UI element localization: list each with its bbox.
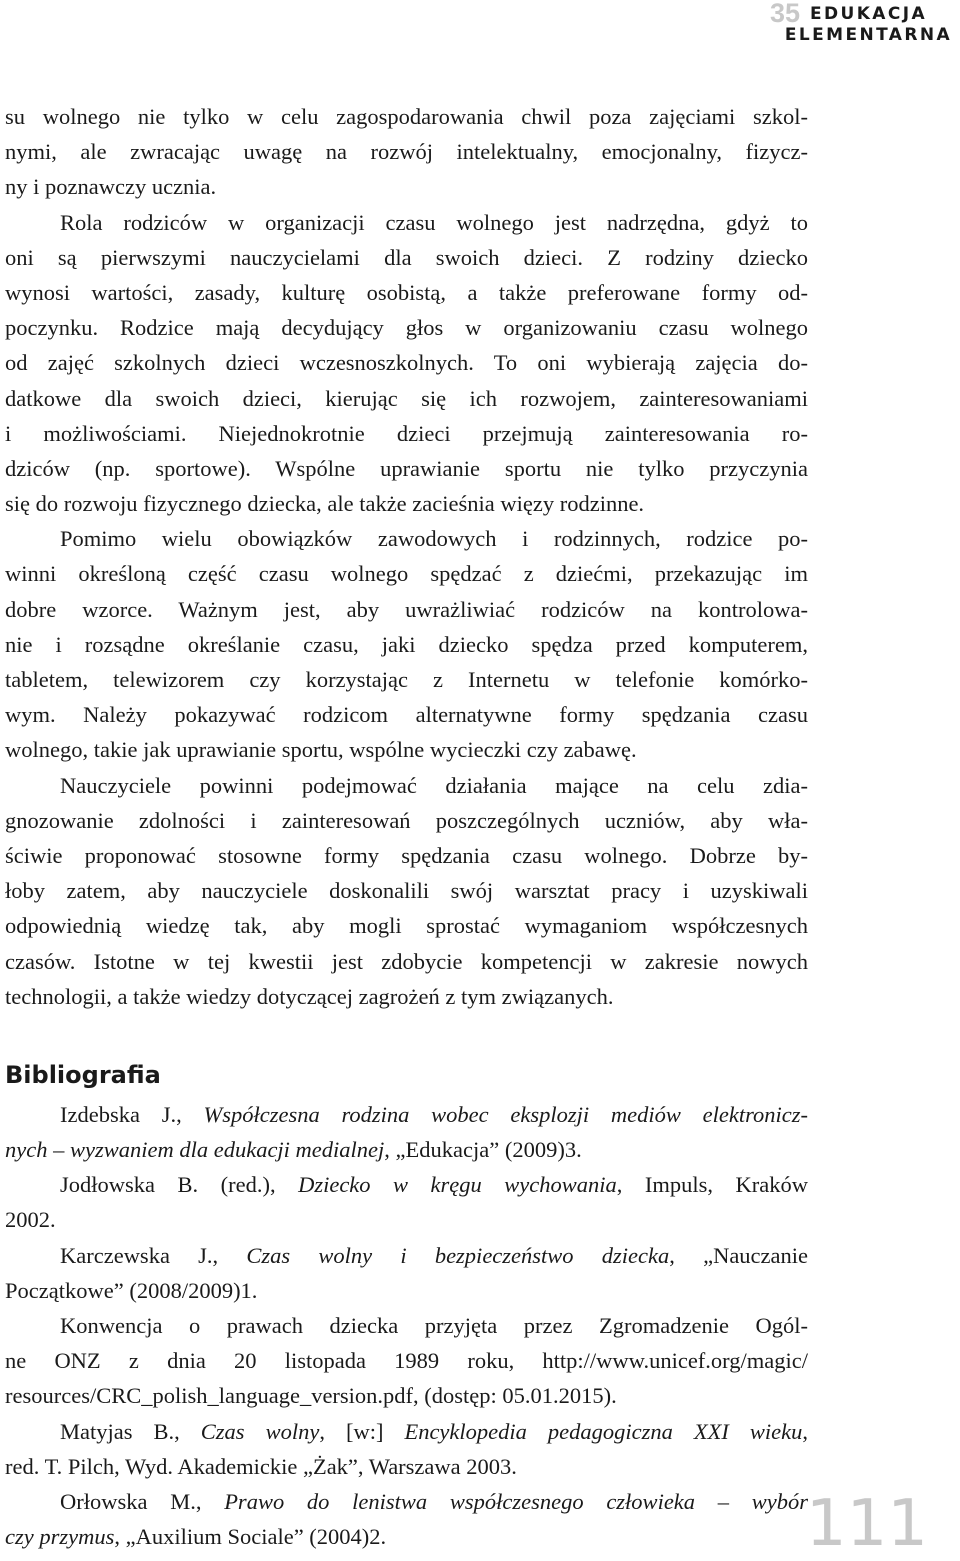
body-line: winni określoną część czasu wolnego spędzać z dziećmi, przekazując im xyxy=(5,561,808,587)
body-line: wynosi wartości, zasady, kulturę osobistą, a także preferowane formy od- xyxy=(5,279,808,305)
bibliography-title: Współczesna rodzina wobec eksplozji mediów elektronicz- xyxy=(203,1101,809,1127)
body-line: dziców (np. sportowe). Wspólne uprawianie sportu nie tylko przyczynia xyxy=(5,455,808,481)
body-line: nie i rozsądne określanie czasu, jaki dziecko spędza przed komputerem, xyxy=(5,631,808,657)
bibliography-text: Jodłowska B. (red.), xyxy=(60,1172,299,1198)
bibliography-text: red. T. Pilch, Wyd. Akademickie „Żak”, Warszawa 2003. xyxy=(5,1453,517,1479)
bibliography-line xyxy=(5,1132,808,1167)
body-line: gnozowanie zdolności i zainteresowań poszczególnych uczniów, aby wła- xyxy=(5,807,808,833)
bibliography-line xyxy=(5,1202,808,1237)
bibliography-line xyxy=(5,1097,808,1132)
issue-number: 35 xyxy=(770,0,801,28)
bibliography-line xyxy=(5,1238,808,1273)
body-line: poczynku. Rodzice mają decydujący głos w organizowaniu czasu wolnego xyxy=(5,315,808,341)
bibliography-line xyxy=(5,1343,808,1378)
body-line: Rola rodziców w organizacji czasu wolnego jest nadrzędna, gdyż to xyxy=(60,209,808,235)
bibliography-text: , [w:] xyxy=(319,1418,405,1444)
body-line: wolnego, takie jak uprawianie sportu, wspólne wycieczki czy zabawę. xyxy=(5,737,637,763)
body-line: tabletem, telewizorem czy korzystając z Internetu w telefonie komórko- xyxy=(5,667,808,692)
bibliography-heading: Bibliografia xyxy=(5,1060,161,1089)
body-line: ny i poznawczy ucznia. xyxy=(5,174,217,200)
bibliography-title: Dziecko w kręgu wychowania xyxy=(298,1172,617,1198)
bibliography-line xyxy=(5,1167,808,1202)
bibliography-text: , „Nauczanie xyxy=(669,1242,808,1268)
bibliography-title: Encyklopedia pedagogiczna XXI wieku xyxy=(404,1418,803,1444)
body-line: i możliwościami. Niejednokrotnie dzieci przejmują zainteresowania ro- xyxy=(5,420,808,446)
bibliography-text: , xyxy=(802,1418,808,1444)
bibliography-text: Początkowe” (2008/2009)1. xyxy=(5,1277,258,1303)
bibliography-text: resources/CRC_polish_language_version.pdf, (dostęp: 05.01.2015). xyxy=(5,1383,617,1409)
body-line: od zajęć szkolnych dzieci wczesnoszkolnych. To oni wybierają zajęcia do- xyxy=(5,350,808,376)
article-content xyxy=(5,99,808,1554)
body-line: oni są pierwszymi nauczycielami dla swoich dzieci. Z rodziny dziecko xyxy=(5,244,808,270)
body-line: się do rozwoju fizycznego dziecka, ale także zacieśnia więzy rodzinne. xyxy=(5,491,645,517)
bibliography-line xyxy=(5,1414,808,1449)
bibliography-text: Karczewska J., xyxy=(60,1242,247,1268)
journal-title-line-1: EDUKACJA xyxy=(810,4,928,24)
bibliography-title: Czas wolny xyxy=(200,1418,320,1444)
bibliography-text: Konwencja o prawach dziecka przyjęta przez Zgromadzenie Ogól- xyxy=(60,1313,808,1338)
body-line: wym. Należy pokazywać rodzicom alternatywne formy spędzania czasu xyxy=(5,702,808,728)
bibliography-text: ne ONZ z dnia 20 listopada 1989 roku, http://www.unicef.org/magic/ xyxy=(5,1348,808,1374)
journal-title-line-2: ELEMENTARNA xyxy=(784,25,952,45)
bibliography-line xyxy=(5,1519,808,1554)
body-line: Pomimo wielu obowiązków zawodowych i rodzinnych, rodzice po- xyxy=(60,526,808,552)
bibliography-text: , „Auxilium Sociale” (2004)2. xyxy=(114,1524,387,1550)
body-line: su wolnego nie tylko w celu zagospodarowania chwil poza zajęciami szkol- xyxy=(5,104,808,129)
bibliography-line xyxy=(5,1273,808,1308)
page-header xyxy=(770,0,960,52)
bibliography-text: Matyjas B., xyxy=(60,1418,201,1444)
bibliography-line xyxy=(5,1378,808,1413)
bibliography-text: , „Edukacja” (2009)3. xyxy=(384,1137,582,1163)
bibliography-text: 2002. xyxy=(5,1207,56,1233)
bibliography-title: Prawo do lenistwa współczesnego człowieka – wybór xyxy=(224,1488,808,1514)
bibliography-title: Czas wolny i bezpieczeństwo dziecka xyxy=(246,1242,670,1268)
body-line: odpowiednią wiedzę tak, aby mogli sprostać wymaganiom współczesnych xyxy=(5,913,808,939)
bibliography-list xyxy=(5,1097,808,1554)
body-line: Nauczyciele powinni podejmować działania mające na celu zdia- xyxy=(60,772,808,798)
bibliography-line xyxy=(5,1484,808,1519)
body-line: czasów. Istotne w tej kwestii jest zdobycie kompetencji w zakresie nowych xyxy=(5,948,808,974)
body-line: łoby zatem, aby nauczyciele doskonalili swój warsztat pracy i uzyskiwali xyxy=(5,878,808,904)
body-line: nymi, ale zwracając uwagę na rozwój intelektualny, emocjonalny, fizycz- xyxy=(5,139,808,165)
bibliography-line xyxy=(5,1308,808,1343)
bibliography-text: Orłowska M., xyxy=(60,1488,225,1514)
body-line: technologii, a także wiedzy dotyczącej zagrożeń z tym związanych. xyxy=(5,983,614,1009)
page-number: 111 xyxy=(805,1487,928,1561)
bibliography-text: , Impuls, Kraków xyxy=(616,1172,808,1198)
body-line: dobre wzorce. Ważnym jest, aby uwrażliwiać rodziców na kontrolowa- xyxy=(5,596,808,622)
bibliography-title: nych – wyzwaniem dla edukacji medialnej xyxy=(5,1137,385,1163)
bibliography-title: czy przymus xyxy=(5,1524,115,1550)
body-text xyxy=(5,99,808,1014)
bibliography-text: Izdebska J., xyxy=(60,1101,204,1127)
body-line: ściwie proponować stosowne formy spędzania czasu wolnego. Dobrze by- xyxy=(5,842,808,868)
bibliography-line xyxy=(5,1449,808,1484)
body-line: datkowe dla swoich dzieci, kierując się ich rozwojem, zainteresowaniami xyxy=(5,385,808,411)
